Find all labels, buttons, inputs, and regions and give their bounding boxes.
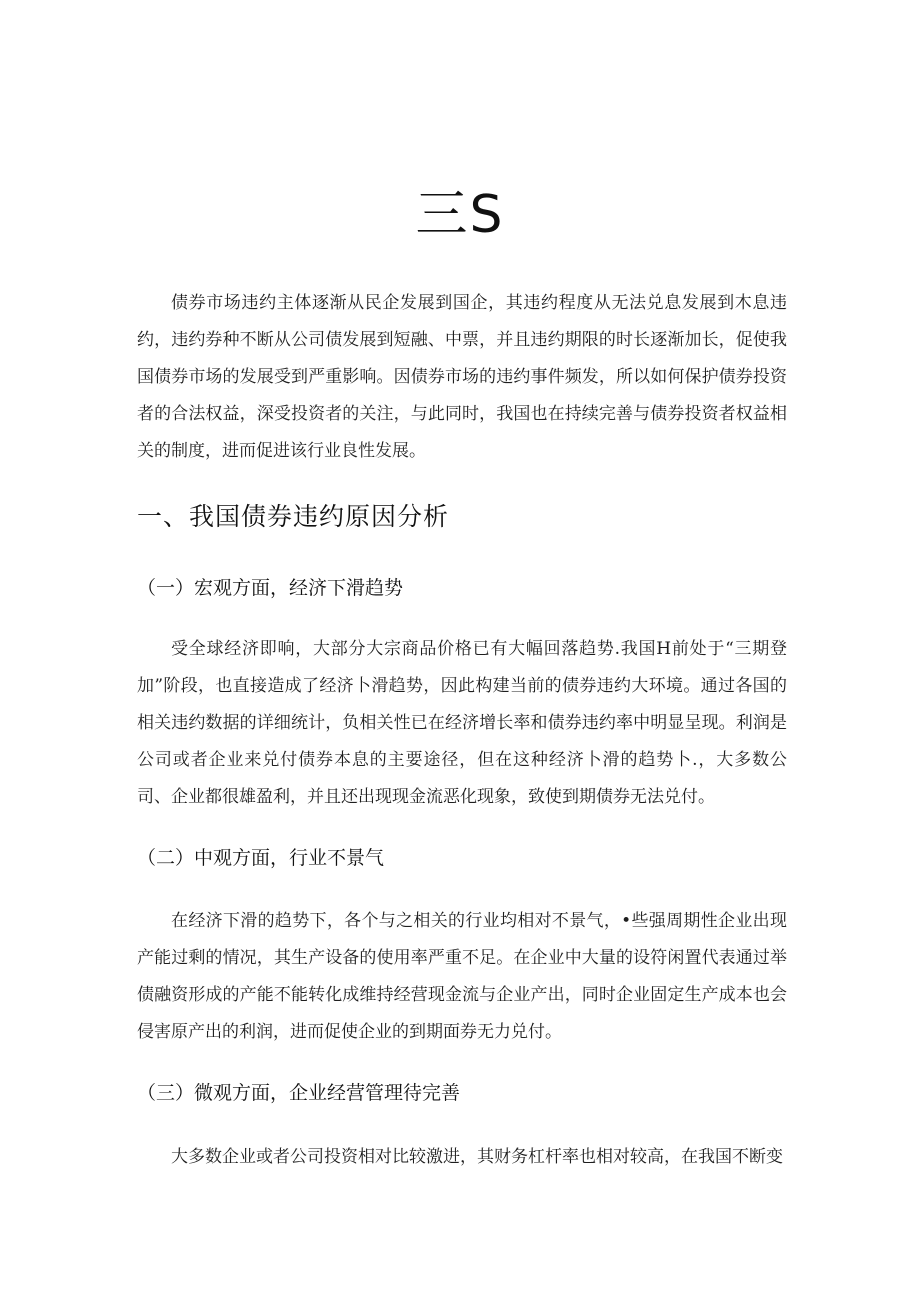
intro-paragraph: 债券市场违约主体逐渐从民企发展到国企，其违约程度从无法兑息发展到木息违约，违约券种不断从公司债发展到短融、中票，并且违约期限的时长逐渐加长，促使我国债券市场的发展受到严重影响。因债券市场的违约事件频发，所以如何保护债券投资者的合法权益，深受投资者的关注，与此同时，我国也在持续完善与债券投资者权益相关的制度，进而促进该行业良性发展。: [137, 293, 787, 461]
document-title: 三S: [415, 185, 505, 245]
subsection-heading-meso: （二）中观方面，行业不景气: [137, 847, 385, 869]
section-heading-causes: 一、我国债券违约原因分析: [137, 502, 450, 531]
subsection-heading-macro: （一）宏观方面，经济下滑趋势: [137, 577, 404, 599]
subsection-paragraph-macro: 受全球经济即响，大部分大宗商品价格已有大幅回落趋势.我国H前处于“三期登加”阶段，也直接造成了经济卜滑趋势，因此构建当前的债券违约大环境。通过各国的相关违约数据的详细统计，负相关性已在经济增长率和债券违约率中明显呈现。利润是公司或者企业来兑付债券本息的主要途径，但在这种经济卜滑的趋势卜.，大多数公司、企业都很雄盈利，并且还出现现金流恶化现象，致使到期债券无法兑付。: [137, 639, 787, 807]
subsection-paragraph-meso: 在经济下滑的趋势下，各个与之相关的行业均相对不景气，•些强周期性企业出现产能过剩的情况，其生产设备的使用率严重不足。在企业中大量的设符闲置代表通过举债融资形成的产能不能转化成维持经营现金流与企业产出，同时企业固定生产成本也会侵害原产出的利润，进而促使企业的到期面券无力兑付。: [137, 911, 787, 1042]
subsection-paragraph-micro: 大多数企业或者公司投资相对比较激进，其财务杠杆率也相对较高，在我国不断变: [171, 1147, 783, 1167]
subsection-heading-micro: （三）微观方面，企业经营管理待完善: [137, 1082, 461, 1104]
